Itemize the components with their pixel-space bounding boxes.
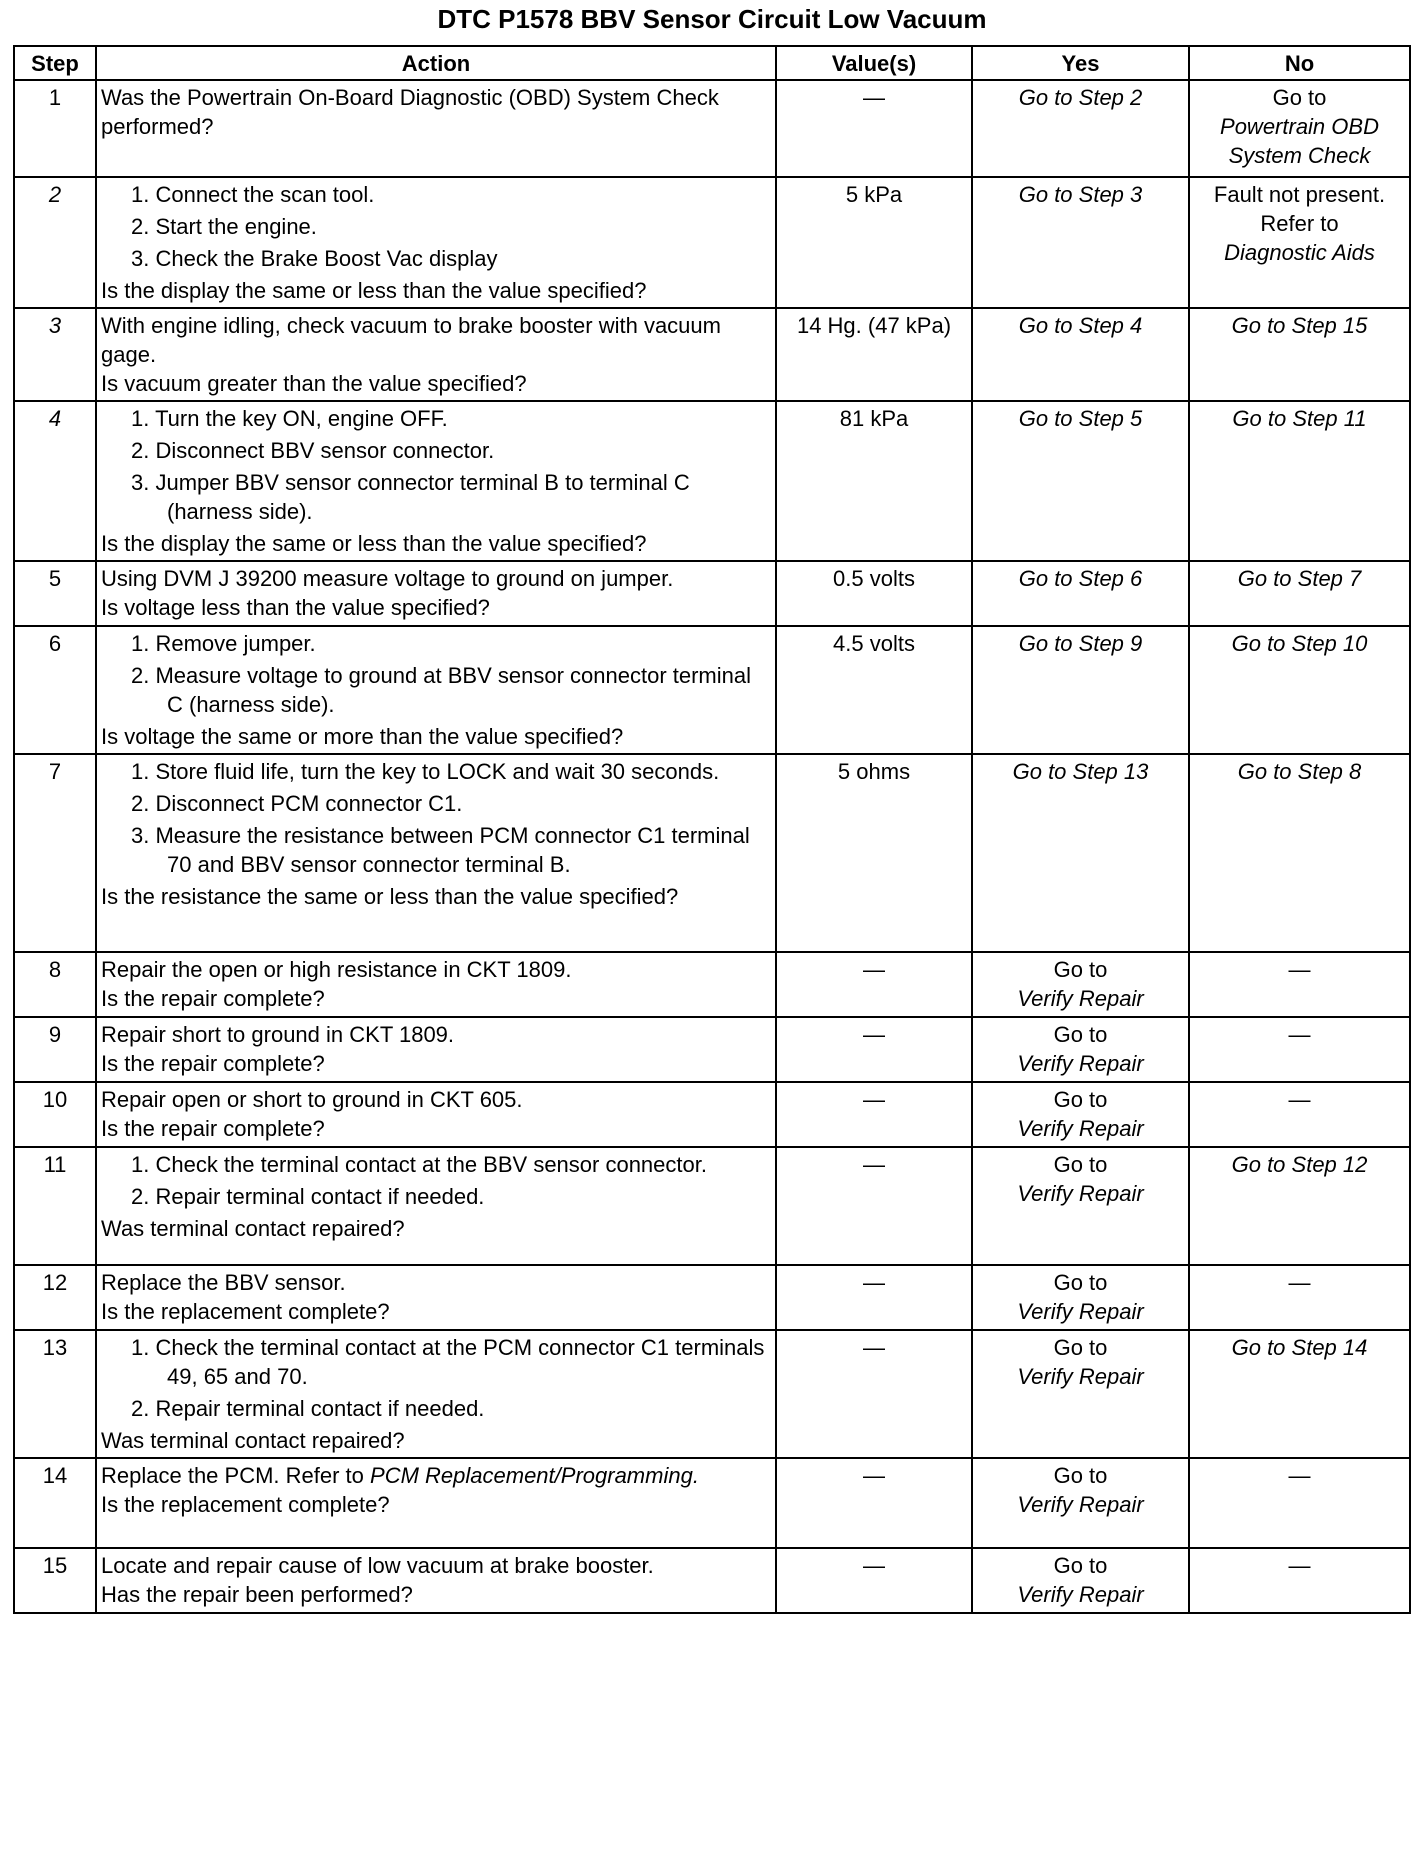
substep-item: 1. Remove jumper. (131, 631, 316, 656)
yes-outcome-line: Verify Repair (1017, 1299, 1144, 1324)
step-cell (14, 177, 96, 308)
table-row (14, 754, 1410, 952)
yes-cell (972, 80, 1189, 177)
yes-outcome-line: Go to (1053, 1022, 1108, 1047)
substep-item: 2. Start the engine. (131, 214, 317, 239)
substep-list (101, 404, 771, 526)
column-header-yes: Yes (972, 46, 1189, 80)
step-cell (14, 308, 96, 401)
action-text (101, 1551, 771, 1580)
spec-value: — (863, 1022, 885, 1047)
action-text (101, 955, 771, 984)
no-cell (1189, 561, 1410, 626)
step-number: 9 (48, 1022, 62, 1047)
action-instruction: Repair the open or high resistance in CKT 1809. (101, 957, 572, 982)
value-cell (776, 1082, 972, 1147)
step-number: 11 (43, 1152, 67, 1177)
action-text (101, 311, 771, 369)
action-instruction: Repair short to ground in CKT 1809. (101, 1022, 455, 1047)
spec-value: — (863, 1335, 885, 1360)
step-cell (14, 401, 96, 561)
action-cell (96, 754, 776, 952)
action-cell (96, 80, 776, 177)
table-row (14, 1147, 1410, 1265)
yes-outcome-line: Go to Step 5 (1018, 406, 1143, 431)
step-number: 6 (48, 631, 62, 656)
yes-outcome-line: Go to Step 6 (1018, 566, 1143, 591)
no-cell (1189, 177, 1410, 308)
yes-outcome-line: Verify Repair (1017, 986, 1144, 1011)
no-outcome-line: Go to Step 10 (1231, 631, 1368, 656)
spec-value: 5 ohms (837, 759, 911, 784)
spec-value: — (863, 1087, 885, 1112)
no-outcome-line: Powertrain OBD System Check (1220, 114, 1379, 168)
value-cell (776, 1458, 972, 1548)
yes-outcome-line: Verify Repair (1017, 1364, 1144, 1389)
no-outcome-line: — (1288, 957, 1311, 982)
step-cell (14, 561, 96, 626)
step-number: 14 (42, 1463, 68, 1488)
yes-cell (972, 952, 1189, 1017)
substep-item: 1. Turn the key ON, engine OFF. (131, 406, 448, 431)
substep-item: 1. Connect the scan tool. (131, 182, 375, 207)
yes-cell (972, 1330, 1189, 1458)
no-outcome-line: Diagnostic Aids (1224, 240, 1375, 265)
action-cell (96, 1017, 776, 1082)
substep-item: 2. Measure voltage to ground at BBV sensor connector terminal C (harness side). (131, 663, 752, 717)
action-text (101, 1461, 771, 1490)
step-number: 10 (42, 1087, 68, 1112)
spec-value: — (863, 957, 885, 982)
substep-list (101, 629, 771, 719)
action-text (101, 1020, 771, 1049)
action-question: Is the resistance the same or less than the value specified? (101, 884, 679, 909)
action-question: Is the display the same or less than the value specified? (101, 531, 647, 556)
yes-cell (972, 1017, 1189, 1082)
step-number: 7 (48, 759, 62, 784)
yes-cell (972, 1082, 1189, 1147)
action-question: Is the repair complete? (101, 1116, 325, 1141)
no-outcome-line: Go to Step 15 (1231, 313, 1368, 338)
yes-outcome-line: Go to Step 4 (1018, 313, 1143, 338)
no-cell (1189, 1147, 1410, 1265)
value-cell (776, 1147, 972, 1265)
yes-outcome-line: Go to Step 3 (1018, 182, 1143, 207)
step-cell (14, 1330, 96, 1458)
action-question: Is voltage less than the value specified? (101, 595, 490, 620)
yes-cell (972, 177, 1189, 308)
column-header-action: Action (96, 46, 776, 80)
substep-list (101, 180, 771, 273)
step-number: 8 (48, 957, 62, 982)
action-question: Was terminal contact repaired? (101, 1216, 405, 1241)
table-row (14, 1082, 1410, 1147)
substep-item: 2. Disconnect PCM connector C1. (131, 791, 463, 816)
value-cell (776, 754, 972, 952)
yes-outcome-line: Verify Repair (1017, 1116, 1144, 1141)
no-outcome-line: — (1288, 1087, 1311, 1112)
action-instruction: Repair open or short to ground in CKT 605. (101, 1087, 523, 1112)
yes-cell (972, 1548, 1189, 1613)
spec-value: — (863, 1463, 885, 1488)
step-number: 2 (48, 182, 62, 207)
table-row (14, 1330, 1410, 1458)
yes-outcome-line: Verify Repair (1017, 1582, 1144, 1607)
action-question: Is the repair complete? (101, 1051, 325, 1076)
table-row (14, 561, 1410, 626)
value-cell (776, 401, 972, 561)
no-cell (1189, 401, 1410, 561)
no-outcome-line: Go to (1272, 85, 1327, 110)
substep-item: 3. Check the Brake Boost Vac display (131, 246, 498, 271)
action-cell (96, 561, 776, 626)
table-row (14, 80, 1410, 177)
yes-outcome-line: Go to (1053, 1335, 1108, 1360)
no-cell (1189, 1548, 1410, 1613)
no-cell (1189, 308, 1410, 401)
action-instruction: With engine idling, check vacuum to brake booster with vacuum gage. (101, 313, 721, 367)
yes-outcome-line: Go to (1053, 1152, 1108, 1177)
table-row (14, 177, 1410, 308)
spec-value: — (863, 1152, 885, 1177)
action-text (101, 1268, 771, 1297)
yes-outcome-line: Verify Repair (1017, 1181, 1144, 1206)
action-cell (96, 401, 776, 561)
value-cell (776, 1548, 972, 1613)
yes-outcome-line: Go to (1053, 1087, 1108, 1112)
action-cell (96, 626, 776, 754)
value-cell (776, 177, 972, 308)
action-instruction: Using DVM J 39200 measure voltage to ground on jumper. (101, 566, 674, 591)
action-question: Was terminal contact repaired? (101, 1428, 405, 1453)
action-question: Is the replacement complete? (101, 1492, 390, 1517)
value-cell (776, 952, 972, 1017)
no-outcome-line: Go to Step 7 (1237, 566, 1362, 591)
substep-item: 2. Repair terminal contact if needed. (131, 1396, 485, 1421)
action-cell (96, 1548, 776, 1613)
action-cell (96, 1265, 776, 1330)
step-number: 4 (48, 406, 62, 431)
action-cell (96, 1147, 776, 1265)
no-outcome-line: Go to Step 12 (1231, 1152, 1368, 1177)
yes-cell (972, 1147, 1189, 1265)
step-cell (14, 952, 96, 1017)
value-cell (776, 561, 972, 626)
no-outcome-line: Go to Step 14 (1231, 1335, 1368, 1360)
action-question: Is the replacement complete? (101, 1299, 390, 1324)
yes-cell (972, 1458, 1189, 1548)
table-row (14, 308, 1410, 401)
value-cell (776, 80, 972, 177)
yes-cell (972, 308, 1189, 401)
table-row (14, 952, 1410, 1017)
spec-value: 4.5 volts (833, 631, 915, 656)
table-header-row (14, 46, 1410, 80)
substep-item: 1. Check the terminal contact at the BBV sensor connector. (131, 1152, 707, 1177)
yes-outcome-line: Go to Step 13 (1012, 759, 1149, 784)
action-text (101, 83, 771, 141)
no-cell (1189, 754, 1410, 952)
substep-item: 3. Measure the resistance between PCM connector C1 terminal 70 and BBV sensor connector terminal B. (131, 823, 750, 877)
yes-outcome-line: Go to (1053, 957, 1108, 982)
table-row (14, 401, 1410, 561)
column-header-no: No (1189, 46, 1410, 80)
step-cell (14, 1458, 96, 1548)
yes-cell (972, 626, 1189, 754)
spec-value: 0.5 volts (833, 566, 915, 591)
no-outcome-line: Go to Step 8 (1237, 759, 1362, 784)
step-number: 15 (42, 1553, 68, 1578)
value-cell (776, 1330, 972, 1458)
column-header-values: Value(s) (776, 46, 972, 80)
spec-value: — (863, 1270, 885, 1295)
action-reference: PCM Replacement/Programming. (370, 1463, 699, 1488)
table-row (14, 1458, 1410, 1548)
action-cell (96, 177, 776, 308)
action-instruction: Replace the PCM. Refer to (101, 1463, 364, 1488)
spec-value: 14 Hg. (47 kPa) (796, 313, 952, 338)
table-row (14, 626, 1410, 754)
substep-list (101, 757, 771, 879)
step-cell (14, 1265, 96, 1330)
action-question: Has the repair been performed? (101, 1582, 413, 1607)
step-number: 12 (42, 1270, 68, 1295)
table-row (14, 1548, 1410, 1613)
yes-outcome-line: Verify Repair (1017, 1492, 1144, 1517)
value-cell (776, 626, 972, 754)
no-outcome-line: — (1288, 1463, 1311, 1488)
yes-outcome-line: Verify Repair (1017, 1051, 1144, 1076)
yes-cell (972, 401, 1189, 561)
yes-outcome-line: Go to (1053, 1553, 1108, 1578)
substep-list (101, 1150, 771, 1211)
action-text (101, 1085, 771, 1114)
value-cell (776, 1017, 972, 1082)
yes-cell (972, 1265, 1189, 1330)
value-cell (776, 1265, 972, 1330)
yes-outcome-line: Go to (1053, 1270, 1108, 1295)
step-cell (14, 1147, 96, 1265)
table-body (14, 80, 1410, 1613)
page-title: DTC P1578 BBV Sensor Circuit Low Vacuum (437, 4, 987, 34)
step-number: 13 (42, 1335, 68, 1360)
action-question: Is the repair complete? (101, 986, 325, 1011)
diagnostic-table (13, 45, 1411, 1614)
yes-cell (972, 561, 1189, 626)
step-cell (14, 1017, 96, 1082)
action-instruction: Locate and repair cause of low vacuum at brake booster. (101, 1553, 654, 1578)
value-cell (776, 308, 972, 401)
no-cell (1189, 1330, 1410, 1458)
no-outcome-line: Go to Step 11 (1232, 406, 1367, 431)
spec-value: 5 kPa (845, 182, 903, 207)
table-row (14, 1017, 1410, 1082)
table-row (14, 1265, 1410, 1330)
action-cell (96, 1330, 776, 1458)
step-cell (14, 1548, 96, 1613)
step-cell (14, 1082, 96, 1147)
action-cell (96, 308, 776, 401)
substep-item: 2. Disconnect BBV sensor connector. (131, 438, 495, 463)
step-number: 3 (48, 313, 62, 338)
action-question: Is the display the same or less than the value specified? (101, 278, 647, 303)
substep-list (101, 1333, 771, 1423)
column-header-step: Step (14, 46, 96, 80)
no-cell (1189, 626, 1410, 754)
action-question: Is vacuum greater than the value specified? (101, 371, 527, 396)
action-cell (96, 952, 776, 1017)
substep-item: 1. Check the terminal contact at the PCM connector C1 terminals 49, 65 and 70. (131, 1335, 765, 1389)
no-cell (1189, 1265, 1410, 1330)
step-number: 1 (48, 85, 62, 110)
substep-item: 2. Repair terminal contact if needed. (131, 1184, 485, 1209)
yes-outcome-line: Go to Step 2 (1018, 85, 1143, 110)
substep-item: 1. Store fluid life, turn the key to LOCK and wait 30 seconds. (131, 759, 720, 784)
action-instruction: Was the Powertrain On-Board Diagnostic (OBD) System Check performed? (101, 85, 719, 139)
yes-cell (972, 754, 1189, 952)
step-cell (14, 80, 96, 177)
action-cell (96, 1458, 776, 1548)
yes-outcome-line: Go to Step 9 (1018, 631, 1143, 656)
step-cell (14, 626, 96, 754)
spec-value: — (863, 85, 885, 110)
no-cell (1189, 1017, 1410, 1082)
no-outcome-line: — (1288, 1022, 1311, 1047)
action-instruction: Replace the BBV sensor. (101, 1270, 346, 1295)
yes-outcome-line: Go to (1053, 1463, 1108, 1488)
spec-value: — (863, 1553, 885, 1578)
no-outcome-line: — (1288, 1553, 1311, 1578)
no-cell (1189, 1082, 1410, 1147)
no-cell (1189, 1458, 1410, 1548)
no-outcome-line: — (1288, 1270, 1311, 1295)
step-number: 5 (48, 566, 62, 591)
no-outcome-line: Fault not present. Refer to (1213, 182, 1386, 236)
action-question: Is voltage the same or more than the value specified? (101, 724, 624, 749)
action-cell (96, 1082, 776, 1147)
spec-value: 81 kPa (839, 406, 909, 431)
no-cell (1189, 952, 1410, 1017)
action-text (101, 564, 771, 593)
substep-item: 3. Jumper BBV sensor connector terminal B to terminal C (harness side). (131, 470, 690, 524)
no-cell (1189, 80, 1410, 177)
step-cell (14, 754, 96, 952)
